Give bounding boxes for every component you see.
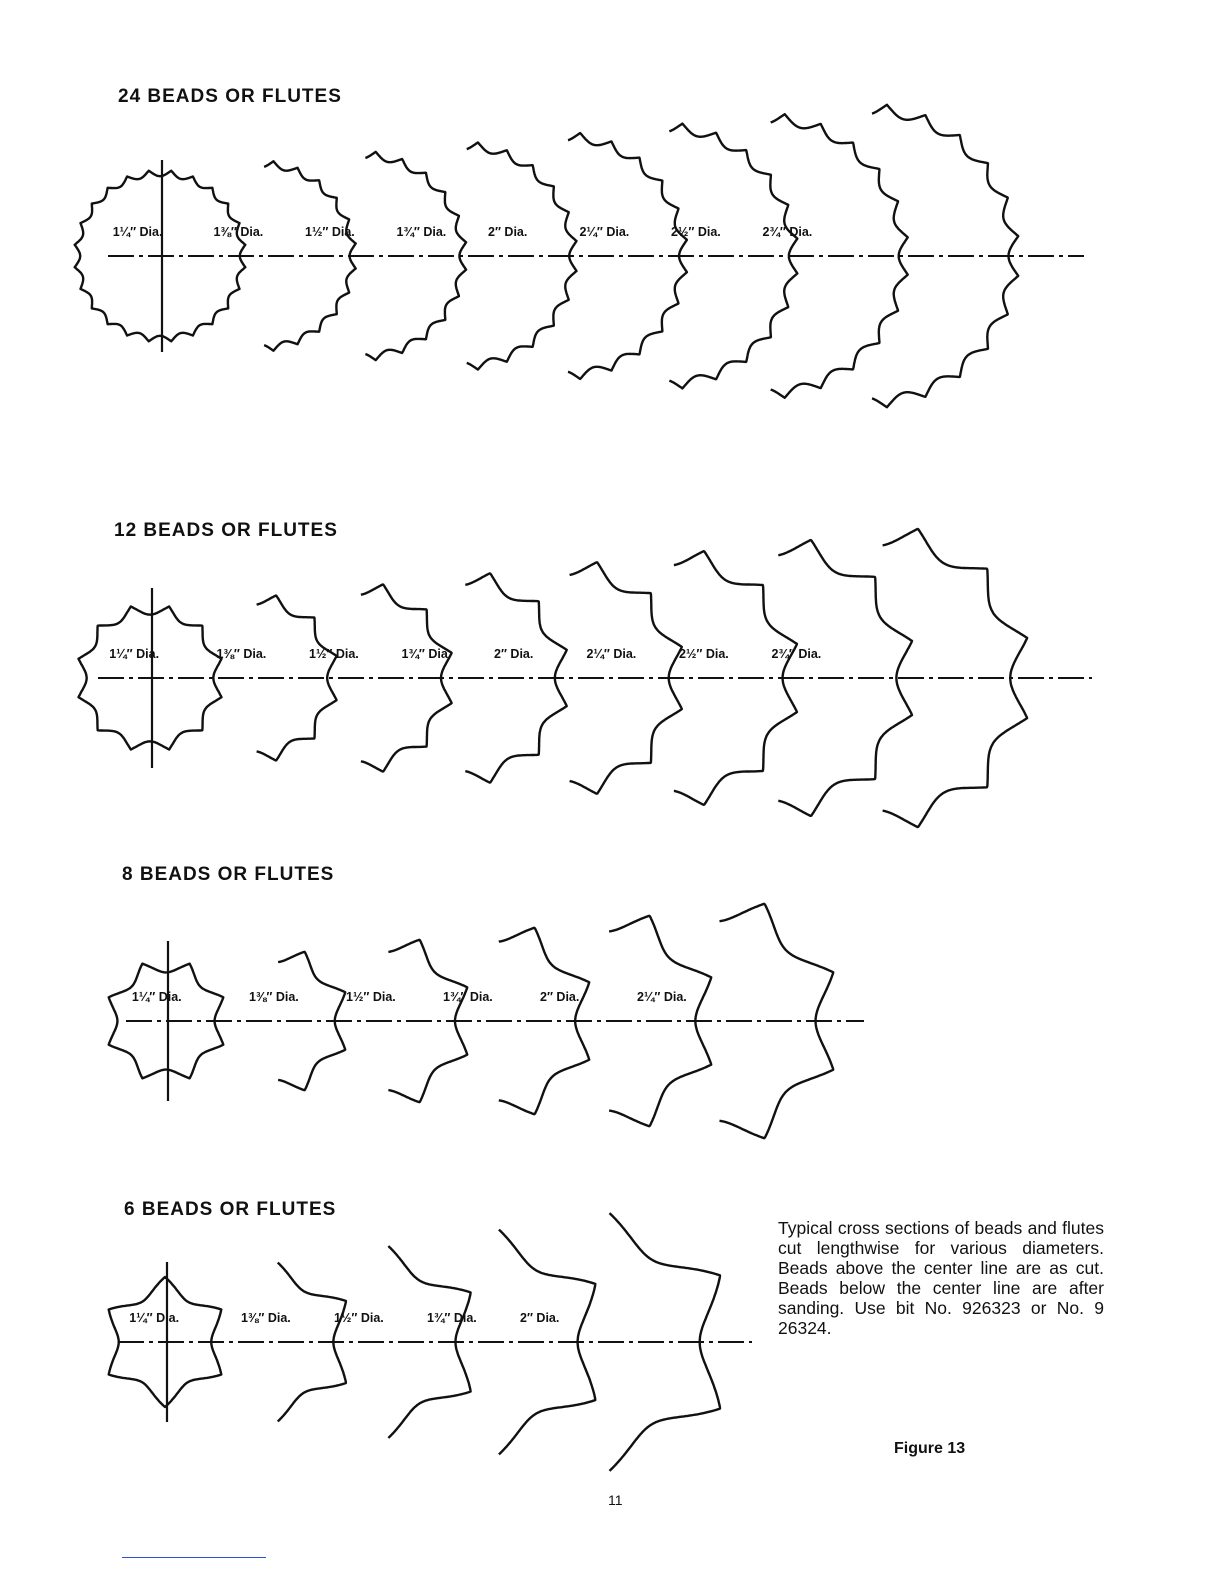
diameter-label: 1¼″ Dia. — [109, 647, 160, 661]
diameter-label: 2¼″ Dia. — [579, 225, 630, 239]
diameter-label: 2″ Dia. — [494, 647, 534, 661]
diameter-label: 2″ Dia. — [488, 225, 528, 239]
figure-label: Figure 13 — [894, 1440, 966, 1457]
section-title-24-beads: 24 BEADS OR FLUTES — [118, 86, 342, 107]
diameter-label: 1¾″ Dia. — [401, 647, 452, 661]
diameter-label: 1½″ Dia. — [346, 990, 396, 1004]
diameter-label: 1½″ Dia. — [309, 647, 359, 661]
diameter-label: 2½″ Dia. — [671, 225, 721, 239]
section-drawing-24-beads — [75, 105, 1084, 407]
diameter-label: 1⅜″ Dia. — [216, 647, 267, 661]
diameter-label: 2¼″ Dia. — [637, 990, 687, 1004]
figure-caption: Typical cross sections of beads and flutes cut lengthwise for various diameters. Beads above the center line are as cut. Beads below the center line are after sanding. Use bit No. 926323 or No. 9 26324. — [778, 1218, 1104, 1338]
diameter-label: 1½″ Dia. — [305, 225, 355, 239]
diameter-label: 1¾″ Dia. — [427, 1311, 477, 1325]
section-drawing-6-beads — [109, 1213, 752, 1471]
section-drawing-8-beads — [109, 904, 864, 1138]
section-title-8-beads: 8 BEADS OR FLUTES — [122, 864, 335, 885]
diameter-label: 1¾″ Dia. — [443, 990, 493, 1004]
diameter-label: 2″ Dia. — [540, 990, 580, 1004]
diameter-label: 1⅜″ Dia. — [241, 1311, 291, 1325]
diameter-label: 2¾″ Dia. — [762, 225, 813, 239]
diameter-label: 1⅜″ Dia. — [213, 225, 264, 239]
page-number: 11 — [608, 1492, 623, 1508]
bottom-rule — [122, 1557, 266, 1558]
diameter-label: 2¼″ Dia. — [586, 647, 637, 661]
section-title-6-beads: 6 BEADS OR FLUTES — [124, 1199, 337, 1220]
diameter-label: 2¾″ Dia. — [771, 647, 822, 661]
section-drawing-12-beads — [79, 529, 1093, 827]
diameter-label: 1¾″ Dia. — [396, 225, 447, 239]
diameter-label: 2½″ Dia. — [679, 647, 729, 661]
diameter-label: 2″ Dia. — [520, 1311, 560, 1325]
diameter-label: 1¼″ Dia. — [131, 990, 182, 1004]
diameter-label: 1½″ Dia. — [334, 1311, 384, 1325]
diameter-label: 1¼″ Dia. — [112, 225, 163, 239]
section-title-12-beads: 12 BEADS OR FLUTES — [114, 520, 338, 541]
diameter-label: 1⅜″ Dia. — [249, 990, 299, 1004]
diameter-label: 1¼″ Dia. — [129, 1311, 180, 1325]
